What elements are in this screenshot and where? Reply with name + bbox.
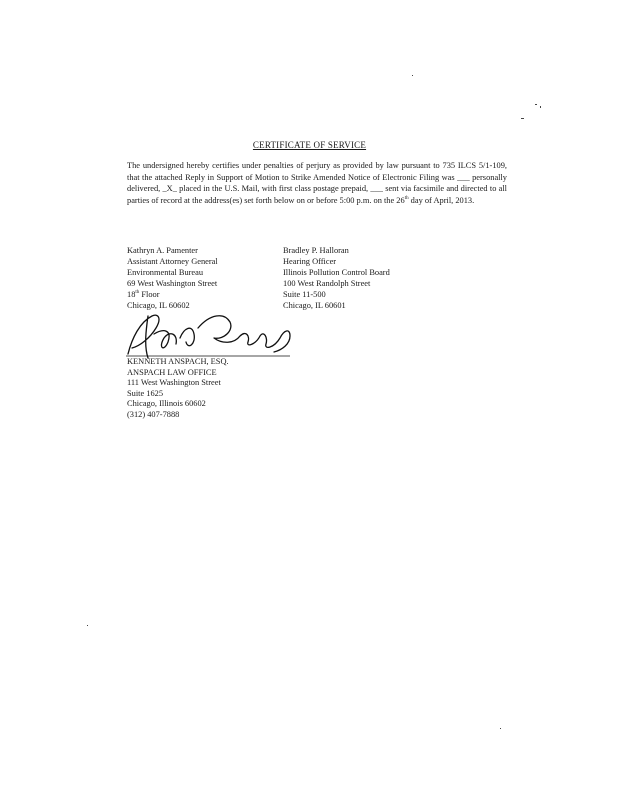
- floor-word: Floor: [139, 289, 160, 299]
- sender-city: Chicago, Illinois 60602: [127, 399, 206, 409]
- recipient-address-right: [283, 246, 453, 311]
- recipient-name: Kathryn A. Pamenter: [127, 246, 198, 255]
- scan-speck: [500, 728, 501, 729]
- recipient-name: Bradley P. Halloran: [283, 246, 349, 255]
- floor-number: 18: [127, 289, 136, 299]
- sender-block: [127, 357, 229, 421]
- scan-speck: [412, 75, 413, 76]
- recipient-city: Chicago, IL 60602: [127, 300, 190, 310]
- recipient-floor: [127, 290, 277, 301]
- scan-speck: [540, 106, 541, 108]
- recipient-street: 69 West Washington Street: [127, 278, 218, 288]
- recipient-title: Hearing Officer: [283, 256, 337, 266]
- certification-text-end: day of April, 2013.: [408, 195, 475, 205]
- scan-speck: [87, 625, 88, 626]
- date-ordinal: th: [404, 195, 409, 201]
- recipient-street: 100 West Randolph Street: [283, 278, 371, 288]
- recipient-address-left: [127, 246, 277, 311]
- recipient-city: Chicago, IL 60601: [283, 300, 346, 310]
- sender-office: ANSPACH LAW OFFICE: [127, 367, 217, 377]
- recipient-title: Assistant Attorney General: [127, 256, 218, 266]
- scan-speck: [535, 104, 537, 105]
- scan-speck: [521, 118, 524, 119]
- signature: [118, 308, 298, 364]
- recipient-bureau: Environmental Bureau: [127, 267, 204, 277]
- certification-text: The undersigned hereby certifies under penalties of perjury as provided by law pursuant to 735 ILCS 5/1-109, that the attached Reply in Support of Motion to Strike Amended Notice of Electronic Filing was ___ personally delivered, _X_ placed in the U.S. Mail, with first class postage prepaid, ___ sent via facsimile and directed to all parties of record at the address(es) set forth below on or before 5:00 p.m. on the 26: [127, 161, 507, 205]
- floor-suffix: th: [135, 289, 140, 295]
- page-title: CERTIFICATE OF SERVICE: [252, 140, 367, 150]
- sender-suite: Suite 1625: [127, 388, 164, 398]
- sender-street: 111 West Washington Street: [127, 378, 221, 388]
- certification-paragraph: [127, 160, 507, 206]
- recipient-agency: Illinois Pollution Control Board: [283, 267, 390, 277]
- sender-name: KENNETH ANSPACH, ESQ.: [127, 357, 229, 366]
- sender-phone: (312) 407-7888: [127, 409, 180, 419]
- recipient-suite: Suite 11-500: [283, 289, 326, 299]
